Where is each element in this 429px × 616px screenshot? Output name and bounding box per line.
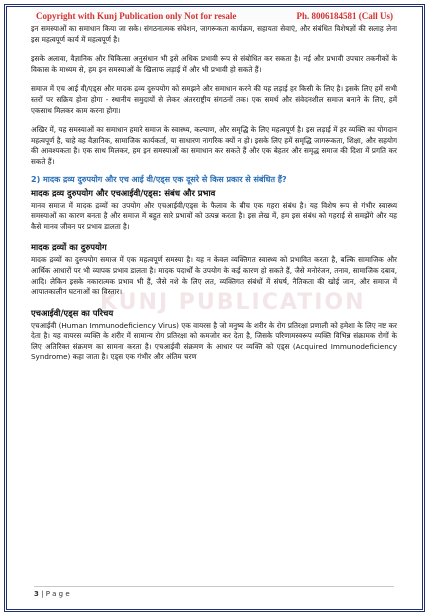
paragraph: इसके अलावा, वैज्ञानिक और चिकित्सा अनुसंधान भी इसे अधिक प्रभावी रूप से संबोधित कर सकता है। नई और प्रभावी उपचार तकनीकों के विकास के माध्यम से, हम इन समस्याओं के खिलाफ लड़ाई में और भी प्रभावी हो सकते हैं।: [31, 54, 397, 74]
section-heading: मादक द्रव्य दुरुपयोग और एचआईवी/एड्स: संबंध और प्रभाव: [31, 187, 216, 198]
paragraph: मानव समाज में मादक द्रव्यों का उपयोग और एचआईवी/एड्स के फैलाव के बीच एक गहरा संबंध है। यह विशेष रूप से गंभीर स्वास्थ्य समस्याओं का कारण बनता है और समाज में बहुत सारे प्रभावों को उत्पन्न करता है। इस लेख में, हम इस संबंध को गहराई से समझेंगे और यह कैसे मानव जीवन पर प्रभाव डालता है।: [31, 200, 397, 231]
page-number: 3: [34, 590, 39, 598]
page-label: | P a g e: [41, 590, 70, 598]
publisher-watermark: KUNJ PUBLICATION: [100, 290, 366, 315]
copyright-text: Copyright with Kunj Publication only Not for resale: [36, 10, 237, 21]
paragraph: समाज में एच आई वी/एड्स और मादक द्रव्य दुरुपयोग को समझने और समाधान करने की यह लड़ाई हर किसी के लिए है। इसके लिए हमें सभी स्तरों पर सक्रिय होना होगा - स्थानीय समुदायों से लेकर अंतरराष्ट्रीय संगठनों तक। एक समर्थ और संवेदनशील समाज बनाने के लिए, हमें एकसाथ मिलकर काम करना होगा।: [31, 84, 397, 115]
phone-number: Ph. 8006184581 (Call Us): [296, 10, 393, 21]
section-heading: मादक द्रव्यों का दुरुपयोग: [31, 242, 107, 253]
paragraph: अखिर में, यह समस्याओं का समाधान हमारे समाज के स्वास्थ्य, कल्याण, और समृद्धि के लिए महत्वपूर्ण है। इस लड़ाई में हर व्यक्ति का योगदान महत्वपूर्ण है, चाहे वह वैज्ञानिक, सामाजिक कार्यकर्ता, या साधारण नागरिक क्यों न हो। इसके लिए हमें समृद्धि जागरूकता, शिक्षा, और सहयोग की आवश्यकता है। एक साथ मिलकर, हम इन समस्याओं का समाधान कर सकते हैं और एक बेहतर और समृद्ध समाज की दिशा में प्रगति कर सकते हैं।: [31, 125, 397, 166]
copyright-banner: [34, 8, 395, 23]
page-content: [31, 24, 397, 372]
section-heading: एचआईवी/एड्स का परिचय: [31, 307, 114, 318]
paragraph: इन समस्याओं का समाधान किया जा सके। संगठनात्मक संघेशन, जागरूकता कार्यक्रम, सहायता सेवाएं, और संबंधित विशेषज्ञों की सलाह लेना इस महत्वपूर्ण कार्य में महत्वपूर्ण है।: [31, 24, 397, 44]
paragraph: मादक द्रव्यों का दुरुपयोग समाज में एक महत्वपूर्ण समस्या है। यह न केवल व्यक्तिगत स्वास्थ्य को प्रभावित करता है, बल्कि सामाजिक और आर्थिक आधारों पर भी व्यापक प्रभाव डालता है। मादक पदार्थों के उपयोग के कई कारण हो सकते हैं, जैसे मनोरंजन, तनाव, सामाजिक दबाव, आदि। लेकिन इसके नकारात्मक प्रभाव भी हैं, जैसे नशे के लिए लत, व्यक्तिगत संबंधों में संघर्ष, नैतिकता की खोई जान, और समाज में आपातकालीन घटनाओं का विस्तार।: [31, 255, 397, 297]
question-heading: 2) मादक द्रव्य दुरुपयोग और एच आई वी/एड्स एक दूसरे से किस प्रकार से संबंधित हैं?: [31, 174, 287, 184]
paragraph: एचआईवी (Human Immunodeficiency Virus) एक वायरस है जो मनुष्य के शरीर के रोग प्रतिरक्षा प्रणाली को हमेशा के लिए नष्ट कर देता है। यह वायरस व्यक्ति के शरीर में सामान्य रोग प्रतिरक्षा को कमजोर कर देता है, जिसके परिणामस्वरूप व्यक्ति विभिन्न संक्रामक रोगों के लिए अतिरिक्त संक्रमण का सामना करता है। एचआईवी संक्रमण के आधार पर व्यक्ति को एड्स (Acquired Immunodeficiency Syndrome) कहा जाता है। एड्स एक गंभीर और अंतिम चरण: [31, 320, 397, 362]
page-footer: [34, 586, 394, 598]
